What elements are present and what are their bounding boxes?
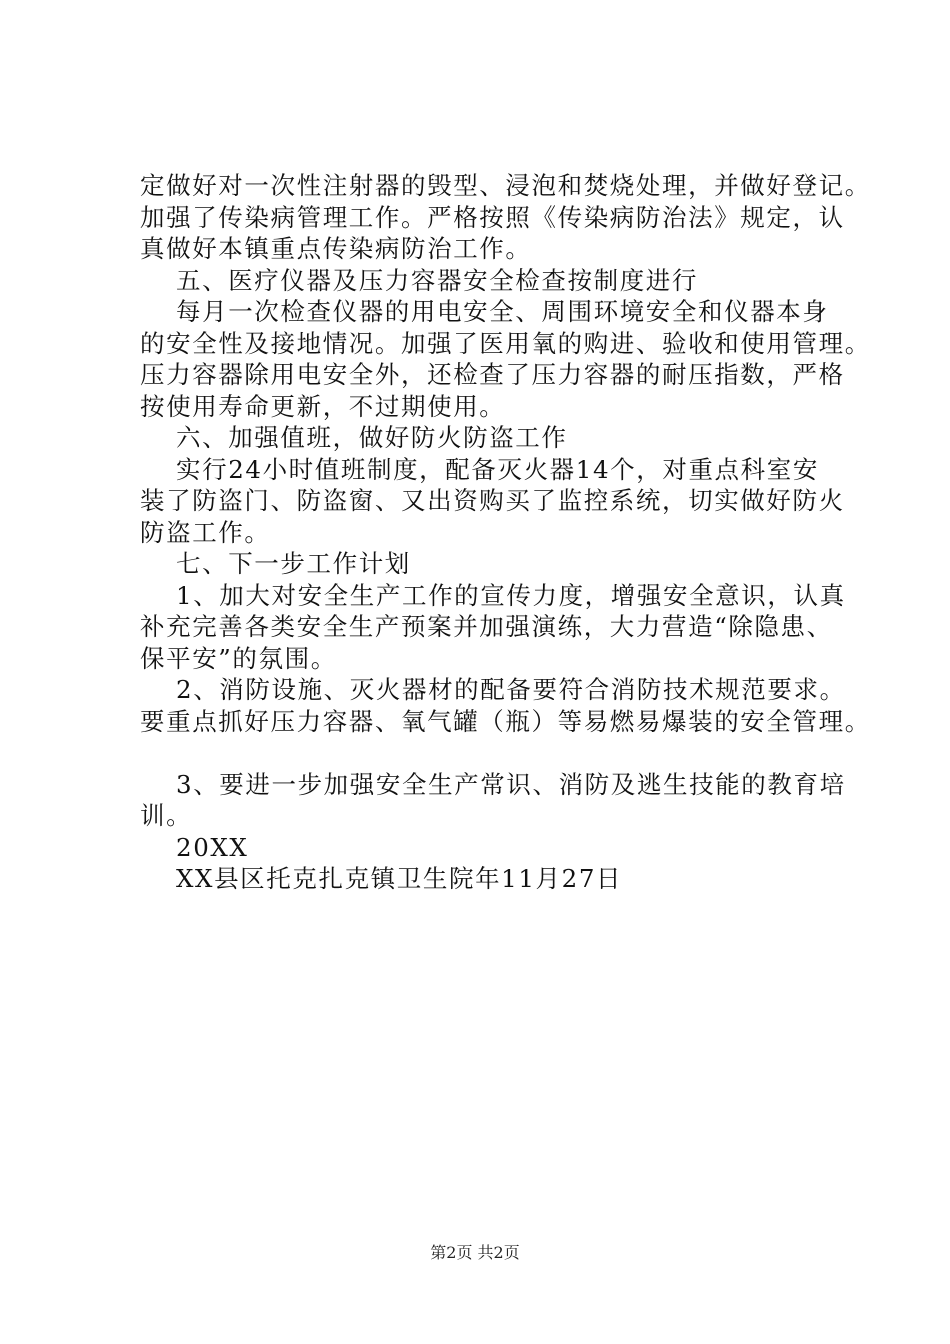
section-heading-5: 五、医疗仪器及压力容器安全检查按制度进行 <box>176 265 698 295</box>
signature-date-line: XX县区托克扎克镇卫生院年11月27日 <box>176 864 623 893</box>
text-line: 保平安”的氛围。 <box>140 643 337 673</box>
text-line: 实行24小时值班制度，配备灭火器14个，对重点科室安 <box>176 454 819 484</box>
text-line: 要重点抓好压力容器、氧气罐（瓶）等易燃易爆装的安全管理。 <box>140 706 871 736</box>
document-body <box>140 170 871 895</box>
text-line: 补充完善各类安全生产预案并加强演练，大力营造“除隐患、 <box>140 612 833 641</box>
text-line: 每月一次检查仪器的用电安全、周围环境安全和仪器本身 <box>176 297 829 326</box>
text-line: 训。 <box>140 801 193 830</box>
text-line: 防盗工作。 <box>140 517 271 547</box>
page-footer <box>0 1243 950 1263</box>
text-line: 1、加大对安全生产工作的宣传力度，增强安全意识，认真 <box>176 580 846 610</box>
text-line: 定做好对一次性注射器的毁型、浸泡和焚烧处理，并做好登记。 <box>140 171 871 200</box>
year-line: 20XX <box>176 832 249 862</box>
text-line: 的安全性及接地情况。加强了医用氧的购进、验收和使用管理。 <box>140 328 871 358</box>
section-heading-6: 六、加强值班，做好防火防盗工作 <box>176 423 568 452</box>
page-number: 第2页 共2页 <box>430 1243 520 1262</box>
blank-line <box>140 737 830 769</box>
text-line: 按使用寿命更新，不过期使用。 <box>140 391 506 421</box>
text-line: 加强了传染病管理工作。严格按照《传染病防治法》规定，认 <box>140 202 845 232</box>
text-line: 3、要进一步加强安全生产常识、消防及逃生技能的教育培 <box>176 769 846 799</box>
text-line: 装了防盗门、防盗窗、又出资购买了监控系统，切实做好防火 <box>140 486 845 515</box>
text-line: 真做好本镇重点传染病防治工作。 <box>140 234 532 263</box>
section-heading-7: 七、下一步工作计划 <box>176 549 411 578</box>
text-line: 压力容器除用电安全外，还检查了压力容器的耐压指数，严格 <box>140 360 845 389</box>
text-line: 2、消防设施、灭火器材的配备要符合消防技术规范要求。 <box>176 675 846 704</box>
